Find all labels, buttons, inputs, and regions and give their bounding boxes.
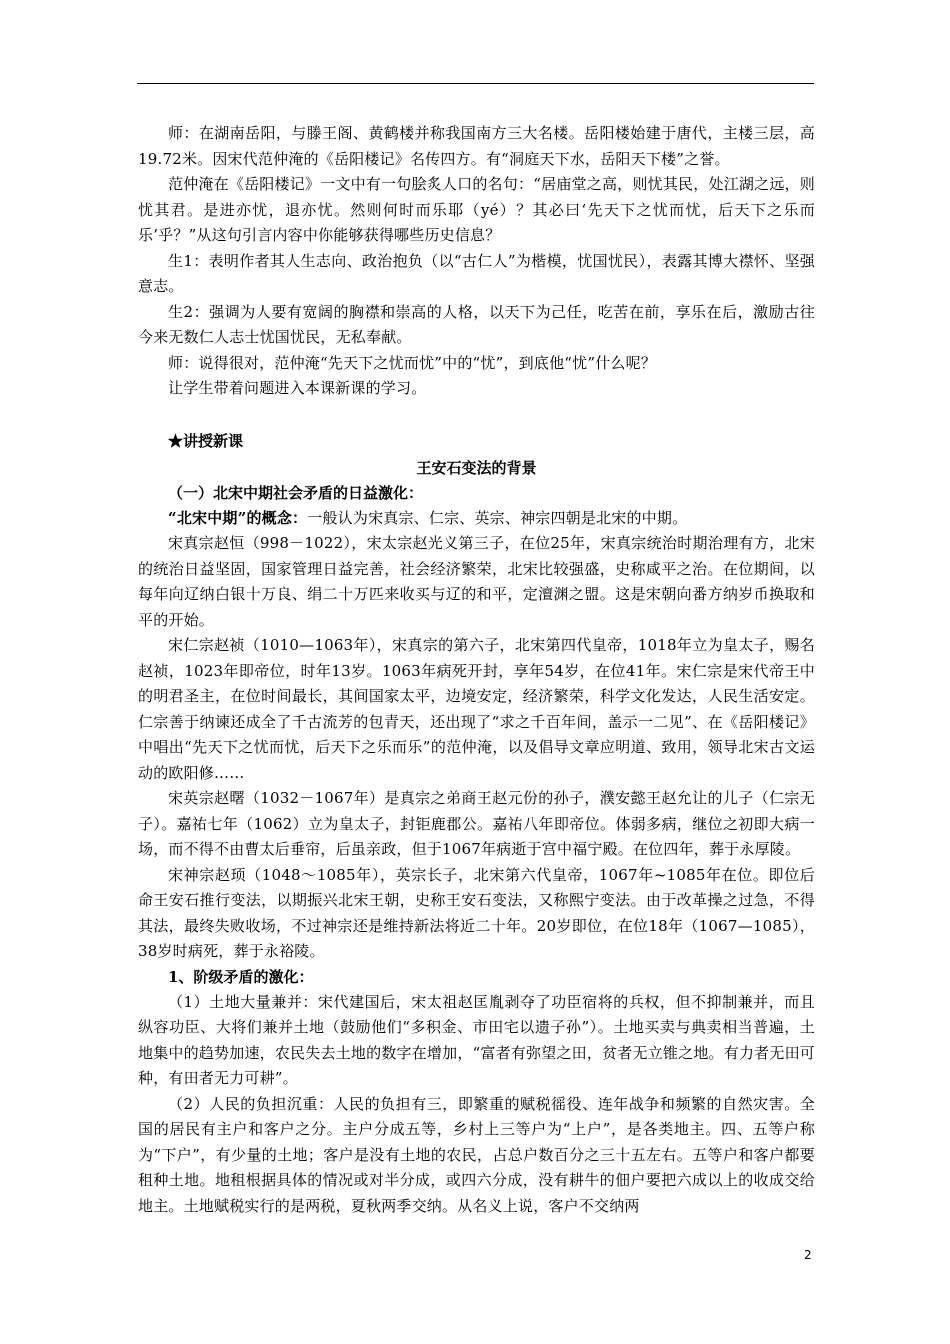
section-header: ★讲授新课 bbox=[168, 431, 244, 450]
concept-text: 一般认为宋真宗、仁宗、英宗、神宗四朝是北宋的中期。 bbox=[307, 508, 688, 527]
concept-paragraph bbox=[138, 506, 815, 532]
emperor-paragraph: 宋仁宗赵祯（1010—1063年），宋真宗的第六子，北宋第四代皇帝，1018年立为皇太子，赐名赵祯，1023年即帝位，时年13岁。1063年病死开封，享年54岁，在位41年。宋仁宗是宋代帝王中的明君圣主，在位时间最长，其间国家太平，边境安定，经济繁荣，科学文化发达，人民生活安定。仁宗善于纳谏还成全了千古流芳的包青天，还出现了“求之千百年间，盖示一二见”、在《岳阳楼记》中唱出“先天下之忧而忧，后天下之乐而乐”的范仲淹，以及倡导文章应明道、致用，领导北宋古文运动的欧阳修…… bbox=[138, 636, 815, 782]
intro-paragraph: 让学生带着问题进入本课新课的学习。 bbox=[168, 379, 427, 397]
subsection-heading: （一）北宋中期社会矛盾的日益激化： bbox=[168, 483, 424, 502]
lesson-title: 王安石变法的背景 bbox=[416, 458, 537, 477]
intro-paragraph: 范仲淹在《岳阳楼记》一文中有一句脍炙人口的名句：“居庙堂之高，则忧其民，处江湖之远，则忧其君。是进亦忧，退亦忧。然则何时而乐耶（yé）？其必曰‘先天下之忧而忧，后天下之乐而乐’乎？”从这句引言内容中你能够获得哪些历史信息？ bbox=[138, 175, 815, 244]
intro-paragraph: 生1：表明作者其人生志向、政治抱负（以“古仁人”为楷模，忧国忧民），表露其博大襟怀、坚强意志。 bbox=[138, 251, 815, 295]
intro-paragraph: 师：在湖南岳阳，与滕王阁、黄鹤楼并称我国南方三大名楼。岳阳楼始建于唐代，主楼三层，高19.72米。因宋代范仲淹的《岳阳楼记》名传四方。有“洞庭天下水，岳阳天下楼”之誉。 bbox=[138, 124, 815, 168]
page-number: 2 bbox=[804, 1248, 812, 1262]
subsection-heading: 1、阶级矛盾的激化： bbox=[168, 967, 314, 986]
intro-paragraph: 生2：强调为人要有宽阔的胸襟和崇高的人格，以天下为己任，吃苦在前，享乐在后，激励古往今来无数仁人志士忧国忧民，无私奉献。 bbox=[138, 302, 815, 346]
document-body bbox=[138, 121, 815, 1219]
emperor-paragraph: 宋英宗赵曙（1032－1067年）是真宗之弟商王赵元份的孙子，濮安懿王赵允让的儿子（仁宗无子）。嘉祐七年（1062）立为皇太子，封钜鹿郡公。嘉祐八年即帝位。体弱多病，继位之初即大病一场，而不得不由曹太后垂帘，后虽亲政，但于1067年病逝于宫中福宁殿。在位四年，葬于永厚陵。 bbox=[138, 789, 815, 858]
concept-label: “北宋中期”的概念： bbox=[168, 508, 308, 527]
class-paragraph: （2）人民的负担沉重：人民的负担有三，即繁重的赋税徭役、连年战争和频繁的自然灾害。全国的居民有主户和客户之分。主户分成五等，乡村上三等户为“上户”，是各类地主。四、五等户称为“下户”，有少量的土地；客户是没有土地的农民，占总户数百分之三十五左右。五等户和客户都要租种土地。地租根据具体的情况或对半分成，或四六分成，没有耕牛的佃户要把六成以上的收成交给地主。土地赋税实行的是两税，夏秋两季交纳。从名义上说，客户不交纳两 bbox=[138, 1094, 815, 1215]
emperor-paragraph: 宋神宗赵顼（1048～1085年），英宗长子，北宋第六代皇帝，1067年~1085年在位。即位后命王安石推行变法，以期振兴北宋王朝，史称王安石变法，又称熙宁变法。由于改革操之过急，不得其法，最终失败收场，不过神宗还是维持新法将近二十年。20岁即位，在位18年（1067—1085），38岁时病死，葬于永裕陵。 bbox=[138, 865, 815, 960]
class-paragraph: （1）土地大量兼并：宋代建国后，宋太祖赵匡胤剥夺了功臣宿将的兵权，但不抑制兼并，而且纵容功臣、大将们兼并土地（鼓励他们“多积金、市田宅以遗子孙”）。土地买卖与典卖相当普遍，土地集中的趋势加速，农民失去土地的数字在增加，“富者有弥望之田，贫者无立锥之地。有力者无田可种，有田者无力可耕”。 bbox=[138, 992, 815, 1087]
header-rule bbox=[137, 83, 814, 84]
spacer bbox=[138, 402, 815, 427]
emperor-paragraph: 宋真宗赵恒（998－1022），宋太宗赵光义第三子，在位25年，宋真宗统治时期治理有方，北宋的统治日益坚固，国家管理日益完善，社会经济繁荣，北宋比较强盛，史称咸平之治。在位期间，以每年向辽纳白银十万良、绢二十万匹来收买与辽的和平，定澶渊之盟。这是宋朝向番方纳岁币换取和平的开始。 bbox=[138, 534, 815, 629]
intro-paragraph: 师：说得很对，范仲淹“先天下之忧而忧”中的“忧”，到底他“忧”什么呢？ bbox=[168, 353, 657, 372]
